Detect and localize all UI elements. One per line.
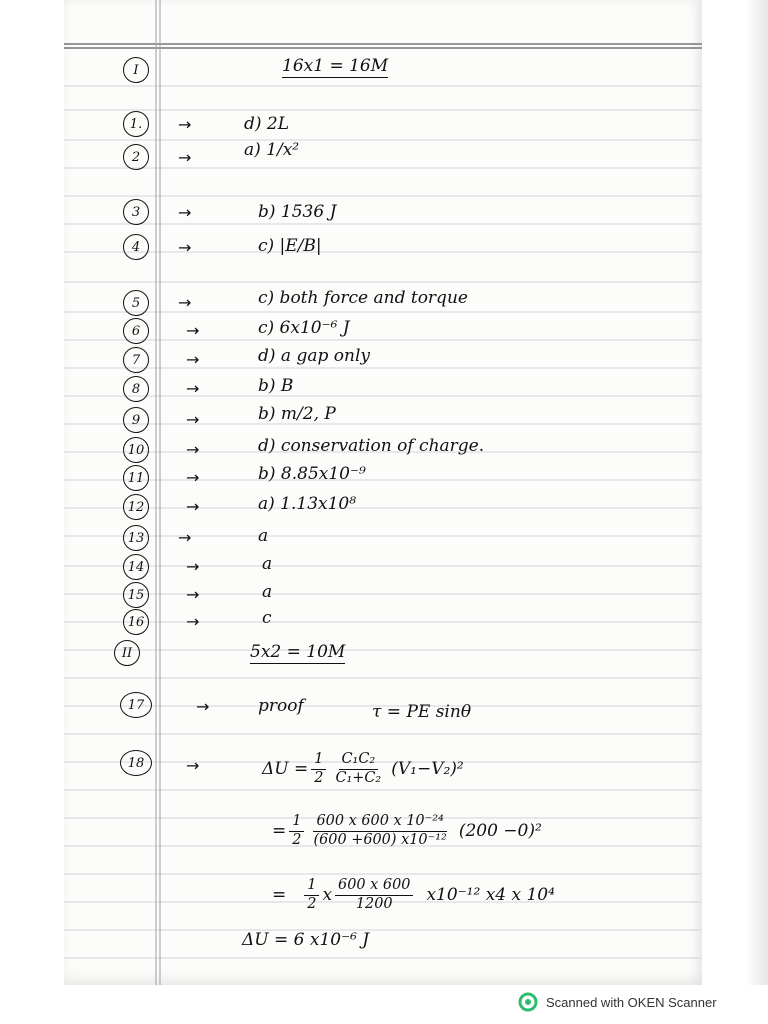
answer-text: d) a gap only [258,346,370,366]
arrow-icon: → [178,293,192,312]
answer-number: 1. [123,111,149,137]
page-edge-shadow [746,0,768,985]
answer-number: 7 [123,347,149,373]
half-denominator: 2 [307,895,317,912]
arrow-icon: → [186,585,200,604]
arrow-icon: → [186,410,200,429]
answer-text: a [258,526,269,546]
arrow-icon: → [186,612,200,631]
question-number-18: 18 [120,750,152,776]
substitution-denominator: (600 +600) x10⁻¹² [313,831,447,848]
arrow-icon: → [178,148,192,167]
voltage-substitution: (200 −0)² [458,821,542,842]
arrow-icon: → [178,528,192,547]
answer-text: b) B [258,376,294,396]
voltage-term: (V₁−V₂)² [391,759,464,780]
answer-number: 8 [123,376,149,402]
substitution-numerator: 600 x 600 x 10⁻²⁴ [313,814,446,832]
half-numerator: 1 [304,878,319,896]
arrow-icon: → [186,321,200,340]
answer-number: 2 [123,144,149,170]
answer-number: 16 [123,609,149,635]
answer-number: 11 [123,465,149,491]
one-half-fraction [304,878,319,913]
one-half-fraction [311,752,326,787]
answer-text: a [262,582,273,602]
q18-energy-line-3: = $\frac{1}{2}$ x $\frac{600 x 600}{1200}$ x10⁻¹² x4 x 10⁴ [272,877,555,912]
answer-text: b) m/2, P [258,404,336,424]
answer-text: d) 2L [244,114,290,134]
arrow-icon: → [178,203,192,222]
answer-text: b) 8.85x10⁻⁹ [258,464,366,484]
answer-text: c) 6x10⁻⁶ J [258,318,350,338]
arrow-icon: → [186,756,200,775]
arrow-icon: → [186,379,200,398]
q18-final-result: ΔU = 6 x10⁻⁶ J [242,930,370,950]
half-numerator: 1 [311,752,326,770]
answer-text: c [262,608,272,628]
answer-number: 4 [123,234,149,260]
arrow-icon: → [186,557,200,576]
answer-number: 10 [123,437,149,463]
arrow-icon: → [196,697,210,716]
half-denominator: 2 [314,769,324,786]
oken-logo-icon [518,992,538,1012]
simplified-denominator: 1200 [355,895,393,912]
half-denominator: 2 [292,831,302,848]
answer-number: 6 [123,318,149,344]
answer-text: a [262,554,273,574]
answer-text: d) conservation of charge. [258,436,485,456]
arrow-icon: → [178,238,192,257]
answer-text: c) both force and torque [258,288,468,308]
watermark-text: Scanned with OKEN Scanner [546,994,717,1010]
question-number-17: 17 [120,692,152,718]
answer-text: b) 1536 J [258,202,337,222]
answer-number: 5 [123,290,149,316]
scanner-watermark [518,990,717,1014]
half-numerator: 1 [289,814,304,832]
simplified-tail: x10⁻¹² x4 x 10⁴ [426,885,555,906]
q17-torque-formula: τ = PE sinθ [372,702,472,722]
q18-energy-line-2: = $\frac{1}{2}$ $\frac{\text{600 x 600 x 10⁻²⁴}}{\text{(600 +600) x10⁻¹²}}$ (200 −0)² [272,813,542,848]
q17-proof-text: proof [258,696,304,716]
section-two-label: II [114,640,140,666]
q18-energy-line-1 [262,752,464,787]
simplified-fraction [335,878,413,913]
capacitance-fraction [332,752,384,787]
simplified-numerator: 600 x 600 [335,878,413,896]
capacitance-denominator: C₁+C₂ [335,769,382,786]
arrow-icon: → [186,497,200,516]
section-two-marks: 5x2 = 10M [250,642,346,662]
arrow-icon: → [186,468,200,487]
answer-number: 14 [123,554,149,580]
answer-text: a) 1.13x10⁸ [258,494,357,514]
answer-number: 12 [123,494,149,520]
arrow-icon: → [186,350,200,369]
section-one-label: I [123,57,149,83]
capacitance-numerator: C₁C₂ [339,752,379,770]
arrow-icon: → [186,440,200,459]
answer-number: 9 [123,407,149,433]
answer-number: 13 [123,525,149,551]
arrow-icon: → [178,115,192,134]
answer-text: c) |E/B| [258,236,322,256]
section-one-marks: 16x1 = 16M [282,56,389,76]
one-half-fraction [289,814,304,849]
answer-text: a) 1/x² [244,140,300,160]
substitution-fraction [310,814,449,849]
answer-number: 3 [123,199,149,225]
answer-number: 15 [123,582,149,608]
q18-lhs: ΔU = [262,759,309,780]
